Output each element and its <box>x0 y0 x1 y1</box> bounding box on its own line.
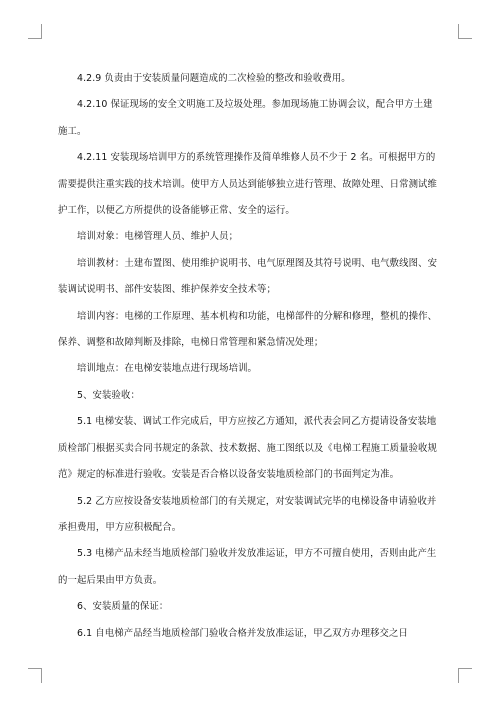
crop-mark-top-right-horizontal <box>458 38 472 39</box>
crop-mark-bottom-right-vertical <box>458 668 459 683</box>
document-body <box>58 66 442 647</box>
paragraph-6-1: 6.1 自电梯产品经当地质检部门验收合格并发放准运证，甲乙双方办理移交之日 <box>77 627 408 639</box>
paragraph-5-1: 5.1 电梯安装、调试工作完成后，甲方应按乙方通知，派代表会同乙方提请设备安装地质检部门根据买卖合同书规定的条款、技术数据、施工图纸以及《电梯工程施工质量验收规范》规定的标准进行验收。安装是否合格以设备安装地质检部门的书面判定为准。 <box>58 416 438 481</box>
crop-mark-bottom-left-vertical <box>41 668 42 683</box>
paragraph-4-2-9: 4.2.9 负责由于安装质量问题造成的二次检验的整改和验收费用。 <box>77 73 351 84</box>
crop-mark-bottom-left-horizontal <box>28 668 42 669</box>
section-heading-quality-guarantee: 6、安装质量的保证： <box>77 601 169 613</box>
section-heading-installation-acceptance: 5、安装验收： <box>77 389 140 401</box>
crop-mark-top-left-horizontal <box>28 38 42 39</box>
paragraph-5-3: 5.3 电梯产品未经当地质检部门验收并发放准运证，甲方不可擅自使用，否则由此产生的一起后果由甲方负责。 <box>58 548 437 586</box>
paragraph-training-location: 培训地点：在电梯安装地点进行现场培训。 <box>77 363 258 375</box>
crop-mark-top-left-vertical <box>41 24 42 39</box>
crop-mark-top-right-vertical <box>458 24 459 39</box>
paragraph-training-materials: 培训教材：土建布置图、使用维护说明书、电气原理图及其符号说明、电气敷线图、安装调试说明书、部件安装图、维护保养安全技术等； <box>58 257 438 296</box>
paragraph-4-2-10: 4.2.10 保证现场的安全文明施工及垃圾处理。参加现场施工协调会议，配合甲方土建施工。 <box>58 99 433 137</box>
crop-mark-bottom-right-horizontal <box>458 668 472 669</box>
paragraph-4-2-11: 4.2.11 安装现场培训甲方的系统管理操作及简单维修人员不少于 2 名。可根据甲方的需要提供注重实践的技术培训。使甲方人员达到能够独立进行管理、故障处理、日常测试维护工作，以便乙方所提供的设备能够正常、安全的运行。 <box>58 152 438 217</box>
paragraph-training-content: 培训内容：电梯的工作原理、基本机构和功能，电梯部件的分解和修理，整机的操作、保养、调整和故障判断及排除，电梯日常管理和紧急情况处理； <box>58 310 438 349</box>
paragraph-5-2: 5.2 乙方应按设备安装地质检部门的有关规定，对安装调试完毕的电梯设备申请验收并承担费用，甲方应积极配合。 <box>58 495 437 533</box>
paragraph-training-audience: 培训对象：电梯管理人员、维护人员； <box>77 231 239 243</box>
